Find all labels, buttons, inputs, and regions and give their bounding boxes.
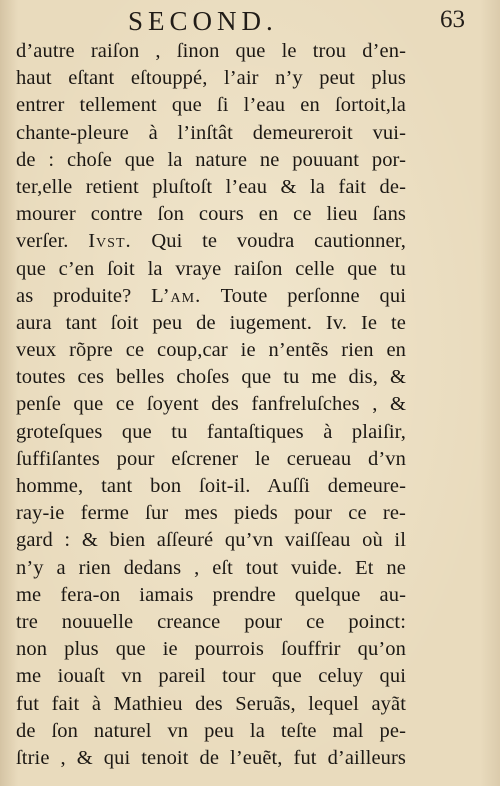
text-line-with-speaker	[16, 228, 406, 255]
line-text: verſer.	[16, 230, 69, 253]
text-line: tre nouuelle creance pour ce poinct:	[16, 610, 406, 633]
text-line: mourer contre ſon cours en ce lieu ſans	[16, 203, 406, 226]
body-text	[16, 38, 406, 772]
text-line: haut eſtant eſtouppé, l’air n’y peut plus	[16, 67, 406, 90]
speaker-name: L’am.	[151, 284, 202, 307]
text-line: d’autre raiſon , ſinon que le trou d’en-	[16, 40, 406, 62]
text-line: homme, tant bon ſoit-il. Auſſi demeure-	[16, 475, 406, 497]
text-line: ſtrie , & qui tenoit de l’euẽt, fut d’ailleurs	[16, 746, 406, 769]
text-line: de : choſe que la nature ne pouuant por-	[16, 148, 406, 171]
text-line: aura tant ſoit peu de iugement. Iv. Ie te	[16, 311, 406, 334]
text-line: me iouaſt vn pareil tour que celuy qui	[16, 665, 406, 688]
text-line: toutes ces belles choſes que tu me dis, &	[16, 366, 406, 389]
page-header	[0, 4, 500, 38]
text-line: veux rõpre ce coup,car ie n’entẽs rien en	[16, 339, 406, 362]
text-line: que c’en ſoit la vraye raiſon celle que tu	[16, 257, 406, 280]
text-line: me fera-on iamais prendre quelque au-	[16, 583, 406, 606]
text-line: penſe que ce ſoyent des fanfreluſches , &	[16, 393, 406, 416]
text-line: n’y a rien dedans , eſt tout vuide. Et ne	[16, 556, 406, 579]
line-text: Qui te voudra cautionner,	[131, 230, 406, 253]
text-line: ſuffiſantes pour eſcrener le cerueau d’vn	[16, 447, 406, 470]
running-head: SECOND.	[128, 6, 278, 36]
line-text: Toute perſonne qui	[201, 284, 406, 307]
text-line: de ſon naturel vn peu la teſte mal pe-	[16, 719, 406, 742]
text-line: non plus que ie pourrois ſouffrir qu’on	[16, 638, 406, 661]
text-line: groteſques que tu fantaſtiques à plaiſir,	[16, 420, 406, 443]
text-line: ray-ie ferme ſur mes pieds pour ce re-	[16, 502, 406, 525]
text-line: entrer tellement que ſi l’eau en ſortoit,la	[16, 94, 406, 117]
page-number: 63	[440, 6, 465, 33]
text-line-with-speaker	[16, 283, 406, 310]
text-line: chante-pleure à l’inſtât demeureroit vui-	[16, 121, 406, 144]
text-line: fut fait à Mathieu des Seruãs, lequel ayãt	[16, 692, 406, 715]
speaker-name: Ivst.	[88, 230, 132, 253]
text-line: ter,elle retient pluſtoſt l’eau & la fait de-	[16, 175, 406, 198]
text-line: gard : & bien aſſeuré qu’vn vaiſſeau où il	[16, 529, 406, 552]
line-text: as produite?	[16, 284, 132, 307]
